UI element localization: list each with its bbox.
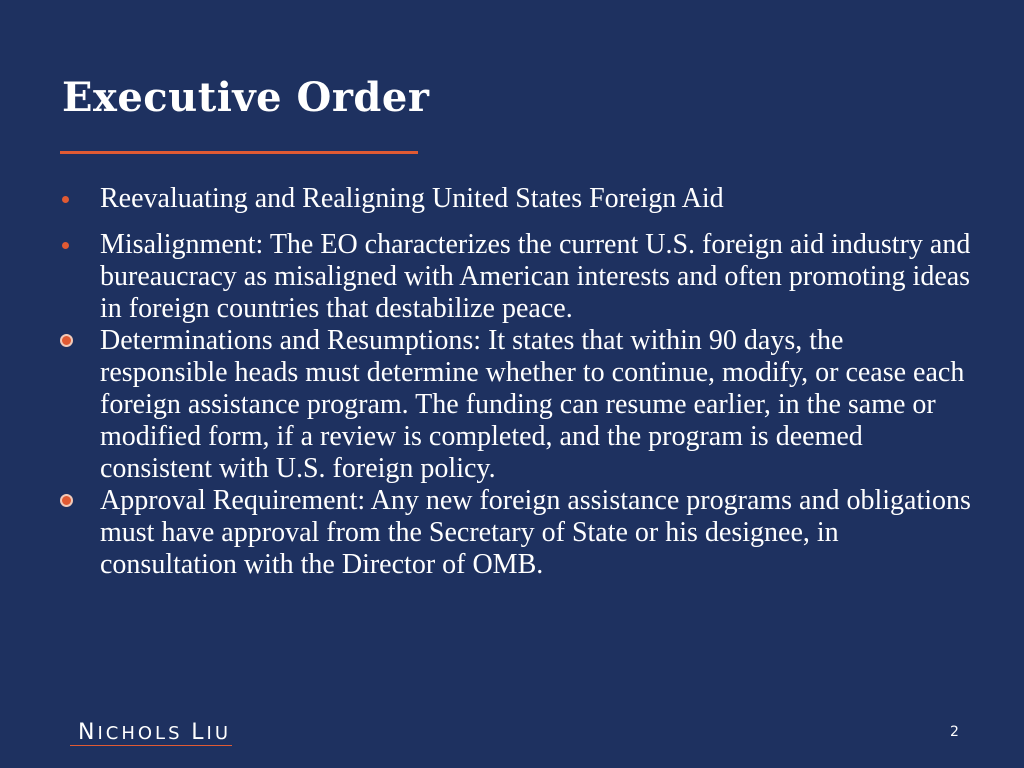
bullet-list (62, 183, 972, 581)
bullet-text: Determinations and Resumptions: It states that within 90 days, the responsible heads must determine whether to continue, modify, or cease each foreign assistance program. The funding can resume earlier, in the same or modified form, if a review is completed, and the program is deemed consistent with U.S. foreign policy. (100, 325, 965, 484)
bullet-dot-icon (62, 229, 100, 261)
bullet-circle-icon (62, 485, 100, 517)
bullet-text: Reevaluating and Realigning United States Foreign Aid (100, 183, 724, 214)
title-underline (60, 151, 418, 154)
bullet-text: Misalignment: The EO characterizes the current U.S. foreign aid industry and bureaucracy as misaligned with American interests and often promoting ideas in foreign countries that destabilize peace. (100, 229, 971, 324)
company-logo: NICHOLS LIU (78, 720, 231, 745)
bullet-circle-icon (62, 325, 100, 357)
bullet-item (62, 229, 972, 325)
page-number: 2 (950, 724, 959, 740)
slide-title: Executive Order (62, 74, 430, 121)
logo-underline (70, 745, 232, 746)
bullet-text: Approval Requirement: Any new foreign assistance programs and obligations must have approval from the Secretary of State or his designee, in consultation with the Director of OMB. (100, 485, 971, 580)
bullet-dot-icon (62, 183, 100, 215)
bullet-item (62, 325, 972, 485)
bullet-item (62, 183, 972, 215)
bullet-item (62, 485, 972, 581)
